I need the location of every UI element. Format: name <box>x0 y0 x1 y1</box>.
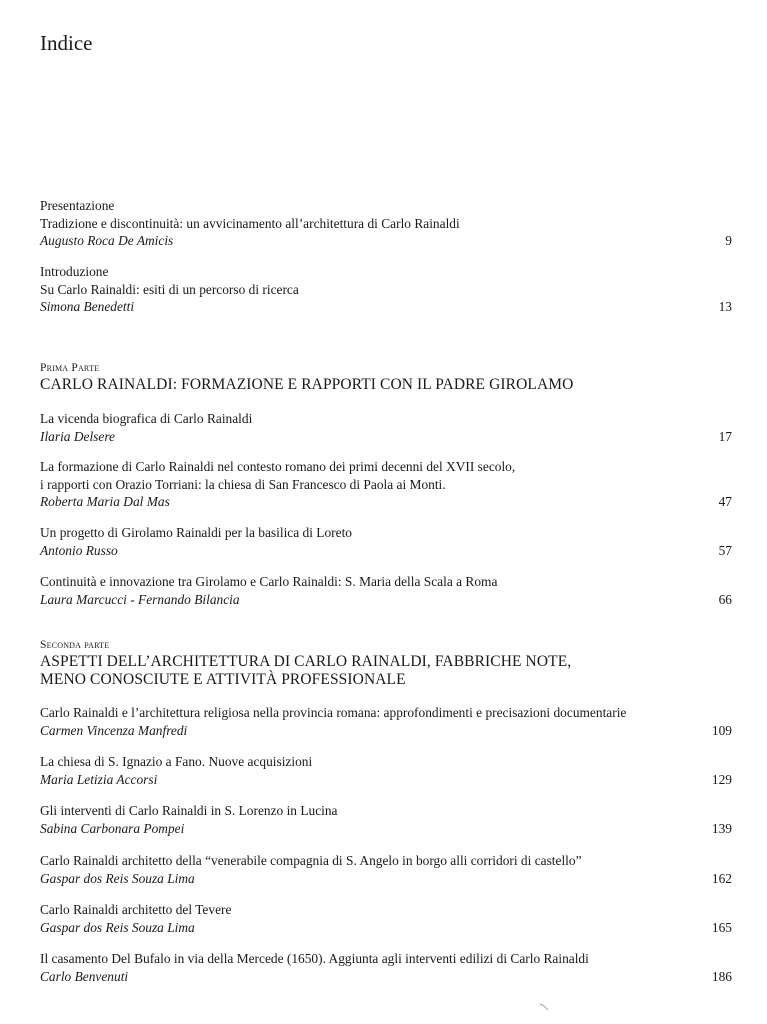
entry-title-continued: i rapporti con Orazio Torriani: la chiesa di San Francesco di Paola ai Monti. <box>40 476 446 492</box>
entry-title: Gli interventi di Carlo Rainaldi in S. Lorenzo in Lucina <box>40 803 338 818</box>
page-number: 9 <box>725 233 732 248</box>
page-number: 57 <box>718 542 732 558</box>
entry-author: Maria Letizia Accorsi <box>40 771 158 787</box>
toc-entry <box>40 573 732 608</box>
entry-author: Gaspar dos Reis Souza Lima <box>40 870 195 886</box>
entry-title: La vicenda biografica di Carlo Rainaldi <box>40 411 253 426</box>
entry-title: Continuità e innovazione tra Girolamo e Carlo Rainaldi: S. Maria della Scala a Roma <box>40 574 498 589</box>
page-number: 109 <box>711 722 732 738</box>
toc-entry-presentazione <box>40 197 732 250</box>
page-number: 139 <box>711 820 732 836</box>
entry-author: Sabina Carbonara Pompei <box>40 820 185 836</box>
entry-title: Un progetto di Girolamo Rainaldi per la basilica di Loreto <box>40 525 352 540</box>
entry-title: Tradizione e discontinuità: un avvicinamento all’architettura di Carlo Rainaldi <box>40 215 460 231</box>
entry-title: Carlo Rainaldi architetto del Tevere <box>40 902 232 917</box>
page-number: 47 <box>718 494 732 509</box>
entry-title: Carlo Rainaldi e l’architettura religiosa nella provincia romana: approfondimenti e precisazioni documentarie <box>40 705 627 720</box>
section-label: Introduzione <box>40 264 109 279</box>
part-title: CARLO RAINALDI: FORMAZIONE E RAPPORTI CON IL PADRE GIROLAMO <box>40 376 574 393</box>
part-heading-1 <box>40 361 732 394</box>
section-label: Presentazione <box>40 198 115 213</box>
toc-entry <box>40 901 732 936</box>
page-title: Indice <box>40 31 93 55</box>
page-number: 165 <box>711 919 732 935</box>
part-title-continued: MENO CONOSCIUTE E ATTIVITÀ PROFESSIONALE <box>40 670 406 688</box>
entry-author: Antonio Russo <box>40 542 118 558</box>
entry-author: Roberta Maria Dal Mas <box>40 494 170 509</box>
toc-entry <box>40 802 732 837</box>
entry-author: Augusto Roca De Amicis <box>40 233 174 248</box>
entry-author: Carlo Benvenuti <box>40 968 129 984</box>
toc-entry <box>40 753 732 788</box>
page-number: 186 <box>711 968 732 984</box>
scan-mark <box>539 1002 551 1012</box>
toc-entry <box>40 704 732 739</box>
entry-title: La formazione di Carlo Rainaldi nel contesto romano dei primi decenni del XVII secolo, <box>40 459 516 474</box>
entry-author: Gaspar dos Reis Souza Lima <box>40 919 195 935</box>
page-number: 162 <box>711 870 732 886</box>
entry-author: Laura Marcucci - Fernando Bilancia <box>40 591 240 607</box>
toc-entry <box>40 950 732 985</box>
part-label: Prima Parte <box>40 362 100 374</box>
toc-entry <box>40 852 732 887</box>
part-heading-2 <box>40 638 732 688</box>
part-label: Seconda parte <box>40 639 110 651</box>
page-number: 129 <box>711 771 732 787</box>
page-number: 13 <box>718 299 732 314</box>
entry-title: Carlo Rainaldi architetto della “venerabile compagnia di S. Angelo in borgo alli corridori di castello” <box>40 853 582 868</box>
entry-title: Il casamento Del Bufalo in via della Mercede (1650). Aggiunta agli interventi edilizi di Carlo Rainaldi <box>40 951 589 966</box>
toc-entry <box>40 410 732 445</box>
toc-entry <box>40 458 732 511</box>
entry-author: Simona Benedetti <box>40 299 135 314</box>
page-number: 17 <box>718 428 732 444</box>
toc-entry-introduzione <box>40 263 732 316</box>
entry-title: Su Carlo Rainaldi: esiti di un percorso di ricerca <box>40 281 299 297</box>
entry-author: Carmen Vincenza Manfredi <box>40 722 188 738</box>
entry-author: Ilaria Delsere <box>40 428 115 444</box>
toc-entry <box>40 524 732 559</box>
part-title: ASPETTI DELL’ARCHITETTURA DI CARLO RAINALDI, FABBRICHE NOTE, <box>40 653 572 670</box>
page-number: 66 <box>718 591 732 607</box>
entry-title: La chiesa di S. Ignazio a Fano. Nuove acquisizioni <box>40 754 313 769</box>
